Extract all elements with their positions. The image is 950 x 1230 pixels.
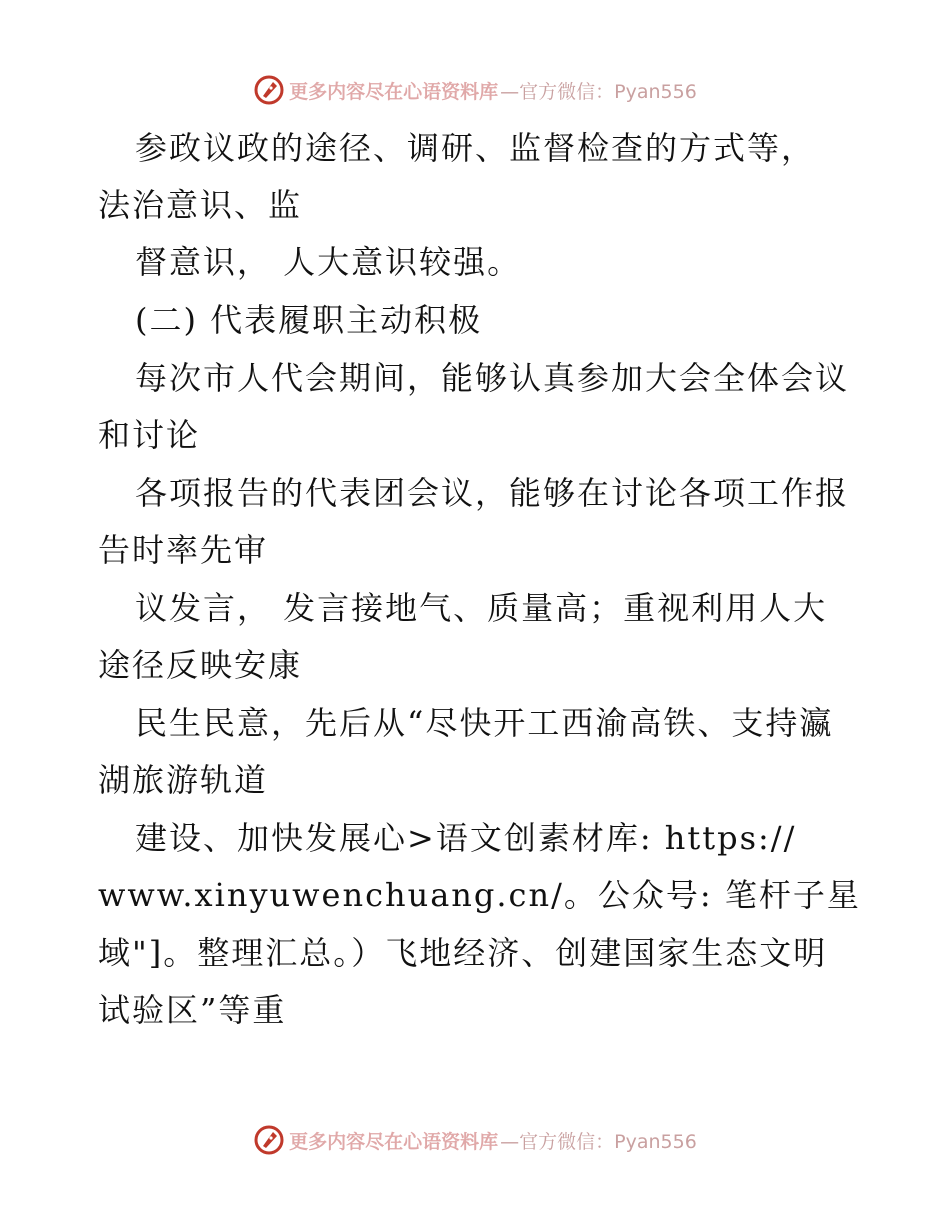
body-line-3: 督意识， 人大意识较强。 bbox=[135, 243, 522, 281]
body-line-13: 建设、加快发展心>语文创素材库: https:// bbox=[135, 819, 797, 857]
body-line-11: 民生民意，先后从“尽快开工西渝高铁、支持瀛 bbox=[135, 704, 834, 742]
body-line-9: 议发言， 发言接地气、质量高；重视利用人大 bbox=[135, 589, 828, 627]
body-line-1: 参政议政的途径、调研、监督检查的方式等， bbox=[135, 129, 816, 167]
pen-nib-circle-icon bbox=[253, 74, 285, 106]
body-line-16: 试验区”等重 bbox=[98, 991, 287, 1029]
header-banner-text: 更多内容尽在心语资料库 bbox=[289, 80, 499, 103]
body-line-12: 湖旅游轨道 bbox=[98, 761, 269, 799]
pen-nib-circle-icon bbox=[253, 1124, 285, 1156]
body-line-15: 域"]。整理汇总。）飞地经济、创建国家生态文明 bbox=[98, 934, 828, 972]
header-banner bbox=[0, 70, 950, 110]
body-line-7: 各项报告的代表团会议，能够在讨论各项工作报 bbox=[135, 474, 850, 512]
header-banner-suffix: —官方微信：Pyan556 bbox=[500, 80, 697, 103]
body-line-10: 途径反映安康 bbox=[98, 646, 303, 684]
body-line-4: (二) 代表履职主动积极 bbox=[135, 301, 483, 339]
footer-banner bbox=[0, 1120, 950, 1160]
footer-banner-text: 更多内容尽在心语资料库 bbox=[289, 1130, 499, 1153]
footer-banner-suffix: —官方微信：Pyan556 bbox=[500, 1130, 697, 1153]
body-line-5: 每次市人代会期间，能够认真参加大会全体会议 bbox=[135, 359, 850, 397]
body-line-2: 法治意识、监 bbox=[98, 186, 303, 224]
body-line-8: 告时率先审 bbox=[98, 531, 269, 569]
body-line-6: 和讨论 bbox=[98, 416, 201, 454]
body-line-14: www.xinyuwenchuang.cn/。公众号: 笔杆子星 bbox=[98, 876, 861, 914]
